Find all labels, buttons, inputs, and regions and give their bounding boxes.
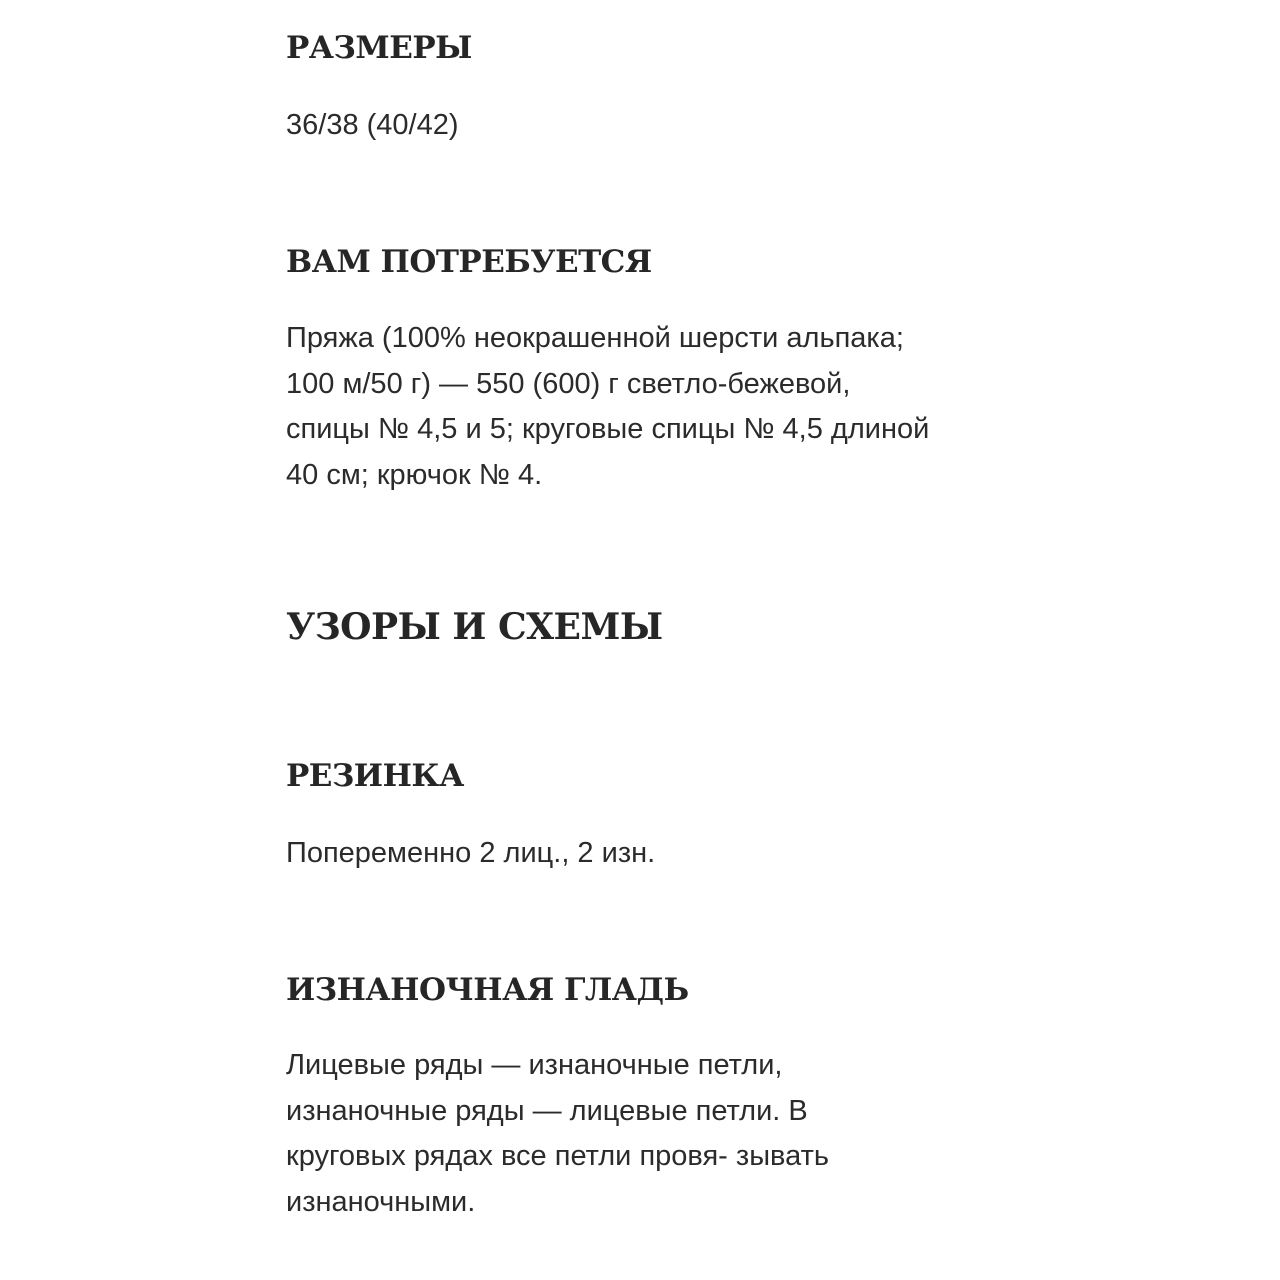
heading-patterns: УЗОРЫ И СХЕМЫ	[286, 606, 663, 648]
heading-reverse-stockinette: ИЗНАНОЧНАЯ ГЛАДЬ	[286, 972, 689, 1008]
text-line: 100 м/50 г) — 550 (600) г светло-бежевой,	[286, 367, 851, 400]
text-line: спицы № 4,5 и 5; круговые спицы № 4,5 длиной	[286, 413, 930, 445]
text-line: Лицевые ряды — изнаночные петли,	[286, 1049, 783, 1081]
text-line: круговых рядах все петли провя- зывать	[286, 1140, 829, 1172]
heading-materials: ВАМ ПОТРЕБУЕТСЯ	[286, 244, 652, 280]
text-line: изнаночные ряды — лицевые петли. В	[286, 1094, 808, 1127]
rib-text	[286, 831, 655, 877]
heading-sizes: РАЗМЕРЫ	[286, 30, 472, 66]
materials-text	[286, 316, 929, 498]
text-line: 36/38 (40/42)	[286, 109, 459, 141]
text-line: изнаночными.	[286, 1185, 476, 1218]
sizes-text	[286, 103, 459, 149]
text-line: 40 см; крючок № 4.	[286, 458, 543, 491]
text-line: Пряжа (100% неокрашенной шерсти альпака;	[286, 322, 904, 354]
text-line: Попеременно 2 лиц., 2 изн.	[286, 837, 656, 869]
reverse-stockinette-text	[286, 1043, 829, 1225]
heading-rib: РЕЗИНКА	[286, 758, 464, 794]
